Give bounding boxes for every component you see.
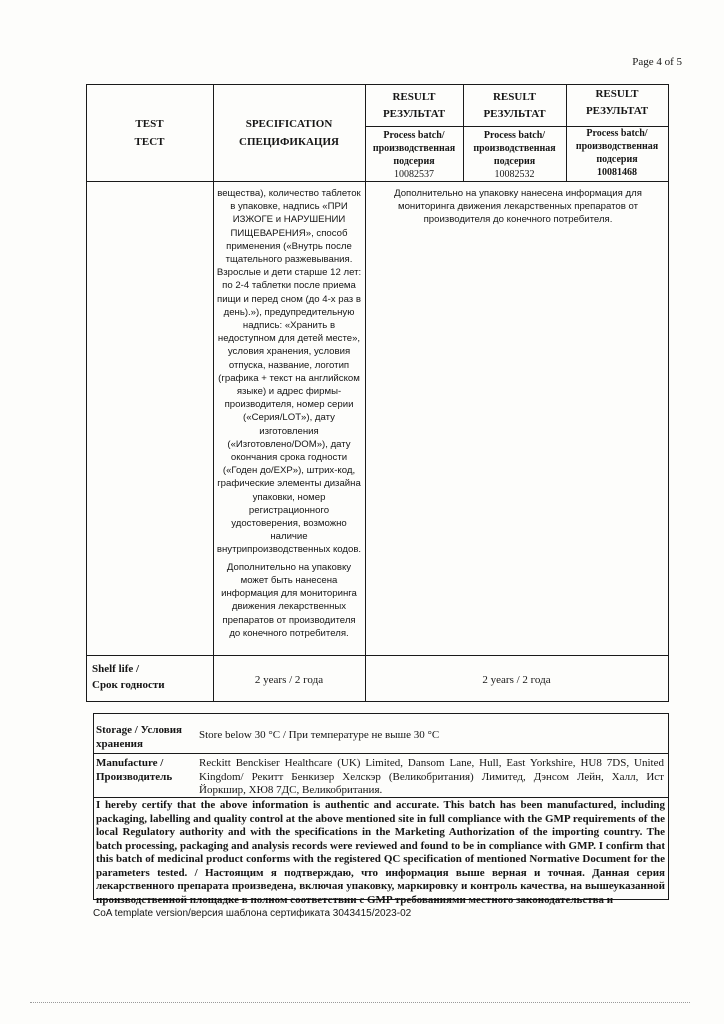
batch-header-1 [365, 129, 463, 181]
batch-number: 10082532 [494, 169, 535, 180]
shelf-life-label-en: Shelf life / [92, 663, 140, 675]
header-spec-en: SPECIFICATION [245, 118, 333, 130]
batch-number: 10082537 [394, 169, 434, 180]
result-title-ru: РЕЗУЛЬТАТ [483, 107, 546, 120]
result-title-en: RESULT [392, 91, 436, 103]
labelling-spec-text: вещества), количество таблеток в упаковке, надпись «ПРИ ИЗЖОГЕ и НАРУШЕНИИ ПИЩЕВАРЕНИЯ», способ применения («Внутрь после тщательного разжевывания. Взрослые и дети старше 12 лет: по 2-4 таблетки после приема пищи и перед сном (до 4-х раз в день).»), предупредительную надпись: «Хранить в недоступном для детей месте», условия хранения, условия отпуска, название, логотип (графика + текст на английском языке) и адрес фирмы-производителя, номер серии («Серия/LOT»), дату изготовления («Изготовлено/DOM»), дату окончания срока годности («Годен до/EXP»), штрих-код, графические элементы дизайна упаковки, номер регистрационного удостоверения, возможно наличие внутрипроизводственных кодов. [216, 188, 362, 556]
header-spec-ru: СПЕЦИФИКАЦИЯ [239, 135, 339, 148]
batch-label-en: Process batch/ [483, 130, 546, 141]
batch-label-en: Process batch/ [383, 130, 445, 141]
batch-header-2 [463, 129, 566, 181]
page-number: Page 4 of 5 [632, 56, 682, 68]
batch-label-ru: производственная [473, 143, 556, 154]
manufacturer-label-en: Manufacture / [96, 757, 164, 769]
labelling-spec-cell [216, 187, 362, 644]
batch-header-3 [566, 127, 668, 179]
header-specification [213, 118, 365, 149]
shelf-life-label-ru: Срок годности [92, 678, 165, 691]
shelf-life-spec: 2 years / 2 года [254, 674, 324, 686]
template-version: CoA template version/версия шаблона сертификата 3043415/2023-02 [93, 908, 412, 919]
labelling-spec-text-2: Дополнительно на упаковку может быть нанесена информация для мониторинга движения лекарственных препаратов от производителя до конечного потребителя. [221, 561, 357, 639]
result-header-3 [566, 88, 668, 118]
certification-statement: I hereby certify that the above information is authentic and accurate. This batch has been manufactured, including packaging, labelling and quality control at the above mentioned site in full compliance with the GMP requirements of the local Regulatory authority and with the specifications in the Marketing Authorization of the importing country. The batch processing, packaging and analysis records were reviewed and found to be in compliance with GMP. I confirm that this batch of medicinal product conforms with the registered QC specification of mentioned Normative Document for the parameters tested. / Настоящим я подтверждаю, что информация выше верная и точная. Данная серия лекарственного препарата произведена, включая упаковку, маркировку и контроль качества, на вышеуказанной производственной площадке в полном соответствии с GMP требованиями местного законодательства и [96, 799, 665, 906]
header-test [86, 118, 213, 149]
batch-label-en: Process batch/ [586, 128, 648, 139]
batch-label-ru: производственная [372, 143, 456, 154]
result-header-2 [463, 91, 566, 121]
manufacturer-value: Reckitt Benckiser Healthcare (UK) Limited, Dansom Lane, Hull, East Yorkshire, HU8 7DS, United Kingdom/ Рекитт Бенкизер Хелскэр (Великобритания) Лимитед, Дэнсом Лейн, Халл, Ист Йоркшир, ХЮ8 7ДС, Великобритания. [199, 757, 664, 796]
manufacturer-label-ru: Производитель [96, 770, 173, 783]
manufacturer-label [96, 757, 172, 784]
result-title-ru: РЕЗУЛЬТАТ [382, 107, 446, 120]
shelf-life-label [92, 663, 165, 692]
storage-label-en: Storage / Условия [96, 724, 182, 736]
shelf-life-result: 2 years / 2 года [482, 674, 551, 686]
result-title-en: RESULT [492, 91, 536, 103]
batch-label-ru: производственная [575, 141, 659, 152]
batch-label-ru-2: подсерия [393, 156, 435, 167]
result-header-1 [365, 91, 463, 121]
result-title-en: RESULT [595, 88, 639, 100]
header-test-en: TEST [135, 118, 164, 130]
result-title-ru: РЕЗУЛЬТАТ [585, 104, 649, 117]
labelling-result-text: Дополнительно на упаковку нанесена информация для мониторинга движения лекарственных препаратов от производителя до конечного потребителя. [394, 188, 642, 226]
batch-label-ru-2: подсерия [493, 156, 536, 167]
storage-value: Store below 30 °C / При температуре не выше 30 °C [199, 729, 440, 741]
header-test-ru: ТЕСТ [134, 135, 165, 148]
storage-label [96, 724, 182, 751]
storage-label-ru: хранения [96, 737, 143, 750]
batch-number: 10081468 [597, 167, 637, 178]
scan-divider [30, 1002, 690, 1003]
batch-label-ru-2: подсерия [596, 154, 638, 165]
